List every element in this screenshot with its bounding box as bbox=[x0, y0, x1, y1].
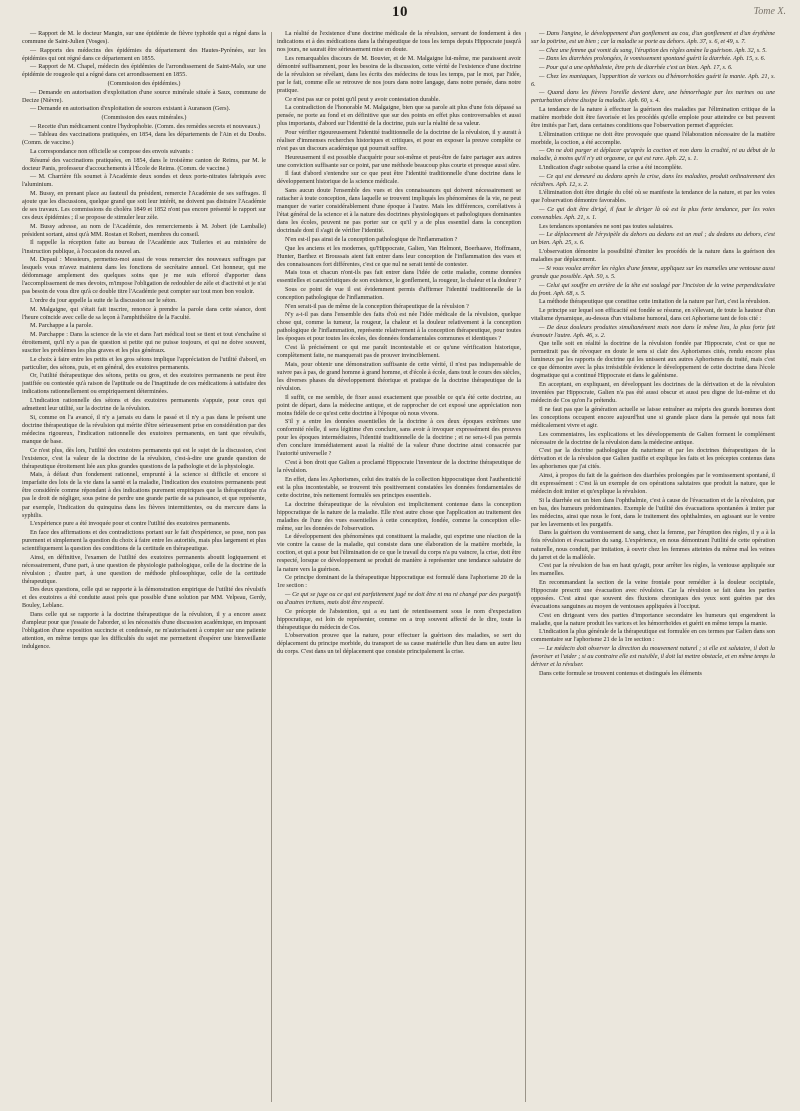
paragraph: Ce précepte de l'abstention, qui a eu tant de retentissement sous le nom d'expectation hippocratique, est loin de représenter, comme on a trop souvent affecté de le dire, toute la thérapeutique du médecin de Cos. bbox=[277, 608, 521, 631]
paragraph: — Rapport de M. Chapel, médecin des épidémies de l'arrondissement de Saint-Malo, sur une épidémie de rougeole qui a régné dans cet arrondissement en 1855. bbox=[22, 64, 266, 79]
paragraph: Sous ce point de vue il est évidemment permis d'affirmer l'identité traditionnelle de la conception pathologique de l'inflammation. bbox=[277, 286, 521, 302]
paragraph: — Ce qui doit être dirigé, il faut le diriger là où est la plus forte tendance, par les voies convenables. Aph. 21, s. 1. bbox=[531, 207, 775, 222]
paragraph: Que les anciens et les modernes, qu'Hippocrate, Galien, Van Helmont, Boerhaave, Hoffmann, Hunter, Barthez et Broussais aient fait entrer dans leur conception de l'inflammation des vues et des connaissances fort différentes, c'est ce que nul ne serait tenté de contester. bbox=[277, 245, 521, 268]
paragraph: — Le déplacement de l'érysipèle du dehors au dedans est un mal ; du dedans au dehors, c'est un bien. Aph. 25, s. 6. bbox=[531, 232, 775, 247]
paragraph: Si la diarrhée est un bien dans l'ophthalmie, c'est à cause de l'évacuation et de la révulsion, par en bas, des humeurs prédominantes. Exemple de l'utilité des évacuations spontanées à imiter par les médecins, ainsi que nous le font, dans le traitement des ophthalmies, en agissant sur le ventre par les lavements et les purgatifs. bbox=[531, 497, 775, 528]
paragraph: En recommandant la section de la veine frontale pour remédier à la douleur occipitale, Hippocrate prescrit une évacuation avec révulsion. Car la révulsion se fait dans les parties opposées. C'est ainsi que souvent des fluxions chroniques des yeux sont guéries par des évacuations sanguines au moyen de ventouses appliquées à l'occiput. bbox=[531, 579, 775, 611]
paragraph: — Pour qui a une ophthalmie, être pris de diarrhée c'est un bien. Aph. 17, s. 6. bbox=[539, 64, 733, 71]
paragraph: Mais, pour obtenir une démonstration suffisante de cette vérité, il n'est pas indispensable de suivre pas à pas, de grand homme à grand homme, et d'école à école, dans tout le cours des siècles, les diverses phases du développement théorique et pratique de la doctrine thérapeutique de la révulsion. bbox=[277, 361, 521, 392]
paragraph: M. Parchappe a la parole. bbox=[30, 323, 93, 330]
paragraph: La doctrine thérapeutique de la révulsion est implicitement contenue dans la conception hippocratique de la nature de la maladie. Elle n'est autre chose que l'application au traitement des maladies de l'une des vues essentielles à cette conception, fondée, comme la conception elle-même, sur les données de l'observation. bbox=[277, 501, 521, 532]
paragraph: — Ce qui est demeuré au dedans après la crise, dans les maladies, produit ordinairement des récidives. Aph. 12, s. 2. bbox=[531, 173, 775, 188]
paragraph: N'en est-il pas ainsi de la conception pathologique de l'inflammation ? bbox=[285, 236, 458, 243]
paragraph: Les remarquables discours de M. Bouvier, et de M. Malgaigne lui-même, me paraissent avoir démontré suffisamment, pour les besoins de la discussion, cette vérité de l'existence d'une doctrine de la révulsion se révélant, dans les écrits des médecins de tous les temps, par le mot, par l'idée, par le fait, comme elle se retrouve de nos jours dans notre langage, dans notre pensée, dans notre pratique. bbox=[277, 55, 521, 94]
paragraph: En face des affirmations et des contradictions portant sur le fait d'expérience, se pose, non pas purement et simplement la question du choix à faire entre les autorités, mais plus largement et plus scientifiquement la question des conditions de la certitude en thérapeutique. bbox=[22, 529, 266, 552]
paragraph: Le développement des phénomènes qui constituent la maladie, qui exprime une réaction de la vie contre la cause de la maladie, qui consiste dans une élaboration de la matière morbide, la coction, et qui a pour but l'élimination de ce que le travail du corps n'a pu vaincre, la crise, doit être respecté, lorsque ce développement se produit de manière à représenter une tendance salutaire de la nature vers la guérison. bbox=[277, 534, 521, 573]
paragraph: — Demande en autorisation d'exploitation d'une source minérale située à Saux, commune de Decize (Nièvre). bbox=[22, 89, 266, 104]
paragraph: Ce principe dominant de la thérapeutique hippocratique est formulé dans l'aphorisme 20 de la 1re section : bbox=[277, 575, 521, 590]
paragraph: (Commission des eaux minérales.) bbox=[101, 115, 187, 122]
paragraph: Sans aucun doute l'ensemble des vues et des connaissances qui doivent nécessairement se rattacher à toute conception, dans laquelle se trouvent impliqués les phénomènes de la vie, ne peut manquer de varier considérablement d'une époque à l'autre. Mais les différences, corrélatives à l'état général de la science et à la nature des doctrines physiologiques et pathologiques dominantes dans les écoles, peuvent ne pas porter sur ce qu'il y a de plus essentiel dans la conception doctrinale dont il s'agit de vérifier l'identité. bbox=[277, 188, 521, 235]
page-number: 10 bbox=[392, 4, 408, 20]
paragraph: La tendance de la nature à effectuer la guérison des maladies par l'élimination critique de la matière morbide doit être favorisée et les procédés qu'elle emploie pour atteindre ce but peuvent être imités par l'art, dans certaines conditions que l'observation permet d'apprécier. bbox=[531, 106, 775, 130]
paragraph: Heureusement il est possible d'acquérir pour soi-même et peut-être de faire partager aux autres une conviction suffisante sur ce point, par une méthode beaucoup plus courte et presque aussi sûre. bbox=[277, 154, 521, 169]
paragraph: L'élimination critique ne doit être provoquée que quand l'élaboration nécessaire de la matière morbide, la coction, a été accomplie. bbox=[531, 131, 775, 146]
paragraph: C'est en dirigeant vers des parties d'importance secondaire les humeurs qui engendrent la maladie, que la nature produit les varices et les hémorrhoïdes et guérit en même temps la manie. bbox=[531, 612, 775, 627]
paragraph: — Tableau des vaccinations pratiquées, en 1854, dans les départements de l'Ain et du Doubs. (Comm. de vaccine.) bbox=[22, 132, 266, 147]
paragraph: M. Malgaigne, qui s'était fait inscrire, renonce à prendre la parole dans cette séance, dont l'heure coïncide avec celle de sa leçon à l'amphithéâtre de la Faculté. bbox=[22, 306, 266, 321]
paragraph: Que telle soit en réalité la doctrine de la révulsion fondée par Hippocrate, c'est ce que ne permettrait pas de révoquer en doute le sens si clair des Aphorismes cités, rendu encore plus lumineux par les rapports de doctrine qui les unissent aux autres Aphorismes du traité, mais c'est ce que démontre avec la plus irrésistible évidence le développement de cette doctrine dans l'école dogmatique qui a continué Hippocrate et dans le galénisme. bbox=[531, 341, 775, 380]
paragraph: M. Depaul : Messieurs, permettez-moi aussi de vous remercier des nouveaux suffrages par lesquels vous m'avez maintenu dans les fonctions de secrétaire annuel. Cet honneur, qui me dédommage amplement des quelques soins que je me suis efforcé d'apporter dans l'accomplissement de mes devoirs, m'impose l'obligation de redoubler de zèle et d'activité et je n'ai pas besoin de vous dire qu'à ce double titre l'Académie peut compter sur tout mon bon vouloir. bbox=[22, 257, 266, 296]
paragraph: — De deux douleurs produites simultanément mais non dans le même lieu, la plus forte fait évanouir l'autre. Aph. 46, s. 2. bbox=[531, 324, 775, 339]
paragraph: L'indication d'agir suboise quand la crise a été incomplète. bbox=[539, 165, 683, 172]
paragraph: Mais tous et chacun n'ont-ils pas fait entrer dans l'idée de cette maladie, comme données essentielles et caractéristiques de son existence, le gonflement, la rougeur, la chaleur et la douleur ? bbox=[277, 270, 521, 285]
paragraph: — Quand dans les fièvres l'oreille devient dure, une hémorrhagie par les narines ou une perturbation alvine dissipe la maladie. Aph. 60, s. 4. bbox=[531, 90, 775, 105]
paragraph: — Celui qui souffre en arrière de la tête est soulagé par l'incision de la veine perpendiculaire du front. Aph. 68, s. 5. bbox=[531, 282, 775, 297]
paragraph: Résumé des vaccinations pratiquées, en 1854, dans le troisième canton de Reims, par M. le docteur Panis, professeur d'accouchements à l'École de Reims. (Comm. de vaccine.) bbox=[22, 157, 266, 172]
paragraph: Ce n'est plus, dès lors, l'utilité des exutoires permanents qui est le sujet de la discussion, c'est l'existence, c'est la valeur de la doctrine de la révulsion, c'est-à-dire une grande question de thérapeutique étroitement liée aux plus grandes questions de la pathologie et de la physiologie. bbox=[22, 447, 266, 470]
paragraph: Ainsi, à propos du fait de la guérison des diarrhées prolongées par le vomissement spontané, il dit expressément : C'est là un exemple de ces opérations salutaires que produit la nature, que le médecin doit imiter et qu'explique la révulsion. bbox=[531, 472, 775, 496]
paragraph: L'indication la plus générale de la thérapeutique est formulée en ces termes par Galien dans son commentaire sur l'aphorisme 21 de la 1re section : bbox=[531, 629, 775, 644]
paragraph: Ce n'est pas sur ce point qu'il peut y avoir contestation durable. bbox=[285, 96, 441, 103]
paragraph: C'est par la doctrine pathologique du naturisme et par les doctrines thérapeutiques de la dérivation et de la révulsion que Galien justifie et explique les faits et les préceptes contenus dans les aphorismes que j'ai cités. bbox=[531, 448, 775, 471]
paragraph: — Si vous voulez arrêter les règles d'une femme, appliquez sur les mamelles une ventouse aussi grande que possible. Aph. 50, s. 5. bbox=[531, 265, 775, 280]
paragraph: Le principe sur lequel son efficacité est fondée se résume, en s'élevant, de toute la hauteur d'un vitalisme dynamique, au-dessus d'un vitalisme humoral, dans cet Aphorisme tant de fois cité : bbox=[531, 307, 775, 322]
paragraph: Il ne faut pas que la génération actuelle se laisse entraîner au mépris des grands hommes dont les conceptions occupent encore aujourd'hui une si grande place dans la pensée qui nous fait médicalement vivre et agir. bbox=[531, 406, 775, 429]
paragraph: En acceptant, en expliquant, en développant les doctrines de la dérivation et de la révulsion inventées par Hippocrate, Galien n'a pas été aussi obscur et aussi peu digne de lui-même et du médecin de Cos qu'on l'a prétendu. bbox=[531, 382, 775, 405]
text-column-middle bbox=[277, 30, 521, 1102]
paragraph: — Dans l'angine, le développement d'un gonflement au cou, d'un gonflement et d'un érythème sur la poitrine, est un bien ; car la maladie se porte au dehors. Aph. 37, s. 6, et 49, s. 7. bbox=[531, 31, 775, 46]
paragraph: C'est à bon droit que Galien a proclamé Hippocrate l'inventeur de la doctrine thérapeutique de la révulsion. bbox=[277, 460, 521, 475]
paragraph: Dans cette formule se trouvent contenus et distingués les éléments bbox=[539, 670, 702, 677]
paragraph: — On ne doit purger et déplacer qu'après la coction et non dans la crudité, ni au début de la maladie, à moins qu'il n'y ait orgasme, ce qui est rare. Aph. 22, s. 1. bbox=[531, 148, 775, 163]
paragraph: La réalité de l'existence d'une doctrine médicale de la révulsion, servant de fondement à des indications et à des médications dans la thérapeutique de tous les temps depuis Hippocrate jusqu'à nos jours, ne saurait être sérieusement mise en doute. bbox=[277, 31, 521, 54]
paragraph: — Le médecin doit observer la direction du mouvement naturel ; si elle est salutaire, il doit la favoriser et l'aider ; si au contraire elle est nuisible, il doit lui mettre obstacle, et en même temps la dériver et la révulser. bbox=[531, 646, 775, 669]
paragraph: — Demande en autorisation d'exploitation de sources existant à Auranson (Gers). bbox=[30, 106, 231, 113]
paragraph: Ainsi, en définitive, l'examen de l'utilité des exutoires permanents aboutit logiquement et nécessairement, d'une part, à une question de physiologie pathologique, celle de la doctrine de la révulsion ; d'autre part, à une question de méthode philosophique, celle de la certitude thérapeutique. bbox=[22, 554, 266, 585]
paragraph: C'est par la révulsion de bas en haut qu'agit, pour arrêter les règles, la ventouse appliquée sur les mamelles. bbox=[531, 563, 775, 578]
paragraph: N'en serait-il pas de même de la conception thérapeutique de la révulsion ? bbox=[285, 303, 469, 310]
paragraph: L'observation démontre la possibilité d'imiter les procédés de la nature dans la guérison des maladies par déplacement. bbox=[531, 249, 775, 264]
paragraph: Il suffit, ce me semble, de fixer aussi exactement que possible ce qu'a été cette doctrine, au point de départ, dans la médecine antique, et de rapprocher de cet exposé une appréciation non moins fidèle de ce qu'est cette doctrine à l'époque où nous vivons. bbox=[277, 394, 521, 417]
text-column-right bbox=[531, 30, 775, 1102]
paragraph: En effet, dans les Aphorismes, celui des traités de la collection hippocratique dont l'authenticité est la plus incontestable, se trouvent très positivement constatées les données fondamentales de cette doctrine, très nettement formulés ses principes essentiels. bbox=[277, 476, 521, 499]
paragraph: Il faut d'abord s'entendre sur ce que peut être l'identité traditionnelle d'une doctrine dans le développement historique de la science médicale. bbox=[277, 171, 521, 186]
paragraph: L'indication rationnelle des sétons et des exutoires permanents s'appuie, pour ceux qui admettent leur utilité, sur la doctrine de la révulsion. bbox=[22, 398, 266, 413]
paragraph: La contradiction de l'honorable M. Malgaigne, bien que sa parole ait plus d'une fois dépassé sa pensée, ne porte au fond et en définitive que sur des points en effet plus controversables et aussi plus importants, d'abord sur l'identité de la doctrine, puis sur la réalité de sa valeur. bbox=[277, 105, 521, 128]
paragraph: Pour vérifier rigoureusement l'identité traditionnelle de la doctrine de la révulsion, il y aurait à réaliser d'immenses recherches historiques et critiques, et pour en exposer la preuve complète ce n'est pas un discours académique qui pourrait suffire. bbox=[277, 129, 521, 153]
paragraph: (Commission des épidémies.) bbox=[107, 81, 181, 88]
running-head: Tome X. bbox=[753, 6, 786, 17]
paragraph: — Chez les maniaques, l'apparition de varices ou d'hémorrhoïdes guérit la manie. Aph. 21, s. 6. bbox=[531, 73, 775, 88]
paragraph: L'élimination doit être dirigée du côté où se manifeste la tendance de la nature, et par les voies que l'observation démontre favorables. bbox=[531, 190, 775, 205]
paragraph: Les commentaires, les explications et les développements de Galien forment le complément nécessaire de la doctrine de la révulsion dans la médecine antique. bbox=[531, 431, 775, 446]
paragraph: — Rapports des médecins des épidémies du département des Hautes-Pyrénées, sur les épidémies qui ont régné dans ce département en 1855. bbox=[22, 47, 266, 62]
paragraph: — Ce qui se juge ou ce qui est parfaitement jugé ne doit être ni mu ni changé par des purgatifs ou d'autres irritans, mais doit être respecté. bbox=[277, 591, 521, 606]
paragraph: N'y a-t-il pas dans l'ensemble des faits d'où est née l'idée médicale de la révulsion, quelque chose qui, comme la tumeur, la rougeur, la chaleur et la douleur relativement à la conception pathologique de l'inflammation, représente relativement à la conception thérapeutique, pour toutes les époques et pour toutes les écoles, des données fondamentales communes et identiques ? bbox=[277, 312, 521, 343]
column-divider bbox=[525, 32, 526, 1102]
paragraph: Mais, à défaut d'un fondement rationnel, emprunté à la science si difficile et encore si imparfaite des lois de la vie dans la santé et la maladie, l'indication des exutoires permanents peut être considérée comme répondant à des indications purement empiriques que la thérapeutique n'a pas le droit de négliger, sous peine de perdre une grande partie de sa puissance, et que représente, par exemple, l'indication du quinquina dans les fièvres intermittentes, ou du mercure dans la syphilis. bbox=[22, 472, 266, 519]
paragraph: — M. Charrière fils soumet à l'Académie deux sondes et deux porte-nitrates fabriqués avec l'aluminium. bbox=[22, 174, 266, 189]
paragraph: Or, l'utilité thérapeutique des sétons, petits ou gros, et des exutoires permanents ne peut être justifiée ou contestée qu'à raison de l'aptitude ou de l'inaptitude de ces médications à satisfaire des indications rationnellement ou empiriquement déterminées. bbox=[22, 373, 266, 396]
column-divider bbox=[271, 32, 272, 1102]
paragraph: M. Parchappe : Dans la science de la vie et dans l'art médical tout se tient et tout s'enchaîne si étroitement, qu'il n'y a pas de question si petite qui ne puisse toujours, et qui ne doive souvent, susciter les problèmes les plus graves et les plus généraux. bbox=[22, 331, 266, 355]
paragraph: S'il y a entre les données essentielles de la doctrine à ces deux époques extrêmes une conformité réelle, il sera légitime d'en conclure, sans avoir à invoquer expressément des preuves pour les époques intermédiaires, l'identité traditionnelle de la doctrine ; et ne sera-t-il pas permis d'en conclure immédiatement aussi la réalité de la valeur d'une doctrine ainsi consacrée par l'autorité universelle ? bbox=[277, 419, 521, 458]
paragraph: Le choix à faire entre les petits et les gros sétons implique l'appréciation de l'utilité d'abord, en particulier, des sétons, puis, et en général, des exutoires permanents. bbox=[22, 356, 266, 371]
paragraph: M. Bussy adresse, au nom de l'Académie, des remerciements à M. Jobert (de Lamballe) président sortant, ainsi qu'à MM. Rostan et Robert, membres du conseil. bbox=[22, 223, 266, 238]
paragraph: C'est là précisément ce qui me paraît incontestable et ce qu'une vérification historique, complètement faite, ne manquerait pas de prouver invinciblement. bbox=[277, 345, 521, 360]
paragraph: — Chez une femme qui vomit du sang, l'éruption des règles amène la guérison. Aph. 32, s. 5. bbox=[539, 47, 767, 54]
paragraph: Il rappelle la réception faite au bureau de l'Académie aux Tuileries et au ministère de l'instruction publique, à l'occasion du nouvel an. bbox=[22, 240, 266, 255]
paragraph: L'observation prouve que la nature, pour effectuer la guérison des maladies, se sert du déplacement du principe morbide, du transport de sa cause matérielle d'un lieu dans un autre lieu du corps. C'est dans un tel déplacement que consiste principalement la crise. bbox=[277, 633, 521, 656]
text-column-left bbox=[22, 30, 266, 1102]
paragraph: — Dans les diarrhées prolongées, le vomissement spontané guérit la diarrhée. Aph. 15, s. 6. bbox=[539, 56, 766, 63]
paragraph: — Rapport de M. le docteur Mangin, sur une épidémie de fièvre typhoïde qui a régné dans la commune de Saint-Julien (Vosges). bbox=[22, 31, 266, 46]
paragraph: Des deux questions, celle qui se rapporte à la démonstration empirique de l'utilité des révulsifs et des exutoires a été conduite aussi près que possible d'une solution par MM. Velpeau, Gerdy, Bouley, Leblanc. bbox=[22, 587, 266, 610]
paragraph: Dans la guérison du vomissement de sang, chez la femme, par l'éruption des règles, il y a à la fois révulsion et évacuation du sang. L'expérience, en nous démontrant l'utilité de cette opération naturelle, nous conduit, par imitation, à ouvrir chez les femmes atteintes du même mal les veines du jarret et de la malléole. bbox=[531, 530, 775, 561]
paragraph: M. Bussy, en prenant place au fauteuil du président, remercie l'Académie de ses suffrages. Il ajoute que les discussions, quelque grand que soit leur intérêt, ne doivent pas distraire l'Académie de ses travaux. Les commissions du choléra 1849 et 1852 n'ont pas encore présenté le rapport sur ces deux épidémies ; il se propose de stimuler leur zèle. bbox=[22, 191, 266, 222]
paragraph: La méthode thérapeutique que constitue cette imitation de la nature par l'art, c'est la révulsion. bbox=[539, 299, 771, 306]
paragraph: L'expérience pure a été invoquée pour et contre l'utilité des exutoires permanents. bbox=[30, 521, 231, 528]
paragraph: Si, comme on l'a avancé, il n'y a jamais eu dans le passé et il n'y a pas dans le présent une doctrine thérapeutique de la révulsion qui mérite d'être sérieusement prise en considération par des médecins rigoureux, l'indication rationnelle des exutoires permanents, en tant que révulsifs, manque de base. bbox=[22, 414, 266, 445]
page-header bbox=[0, 0, 800, 30]
paragraph: Les tendances spontanées ne sont pas toutes salutaires. bbox=[539, 223, 674, 230]
paragraph: Dans celle qui se rapporte à la doctrine thérapeutique de la révulsion, il y a encore assez d'ampleur pour que j'essaie de l'aborder, si les nécessités d'une discussion académique, en imposant l'obligation d'une exposition succincte et condensée, ne m'autorisaient à compter sur une patiente attention, en même temps que les difficultés du sujet me permettent d'espérer une bienveillante indulgence. bbox=[22, 612, 266, 651]
paragraph: L'ordre du jour appelle la suite de la discussion sur le séton. bbox=[30, 298, 177, 304]
paragraph: — Recette d'un médicament contre l'hydrophobie. (Comm. des remèdes secrets et nouveaux.) bbox=[30, 123, 261, 130]
paragraph: La correspondance non officielle se compose des envois suivants : bbox=[30, 149, 194, 155]
